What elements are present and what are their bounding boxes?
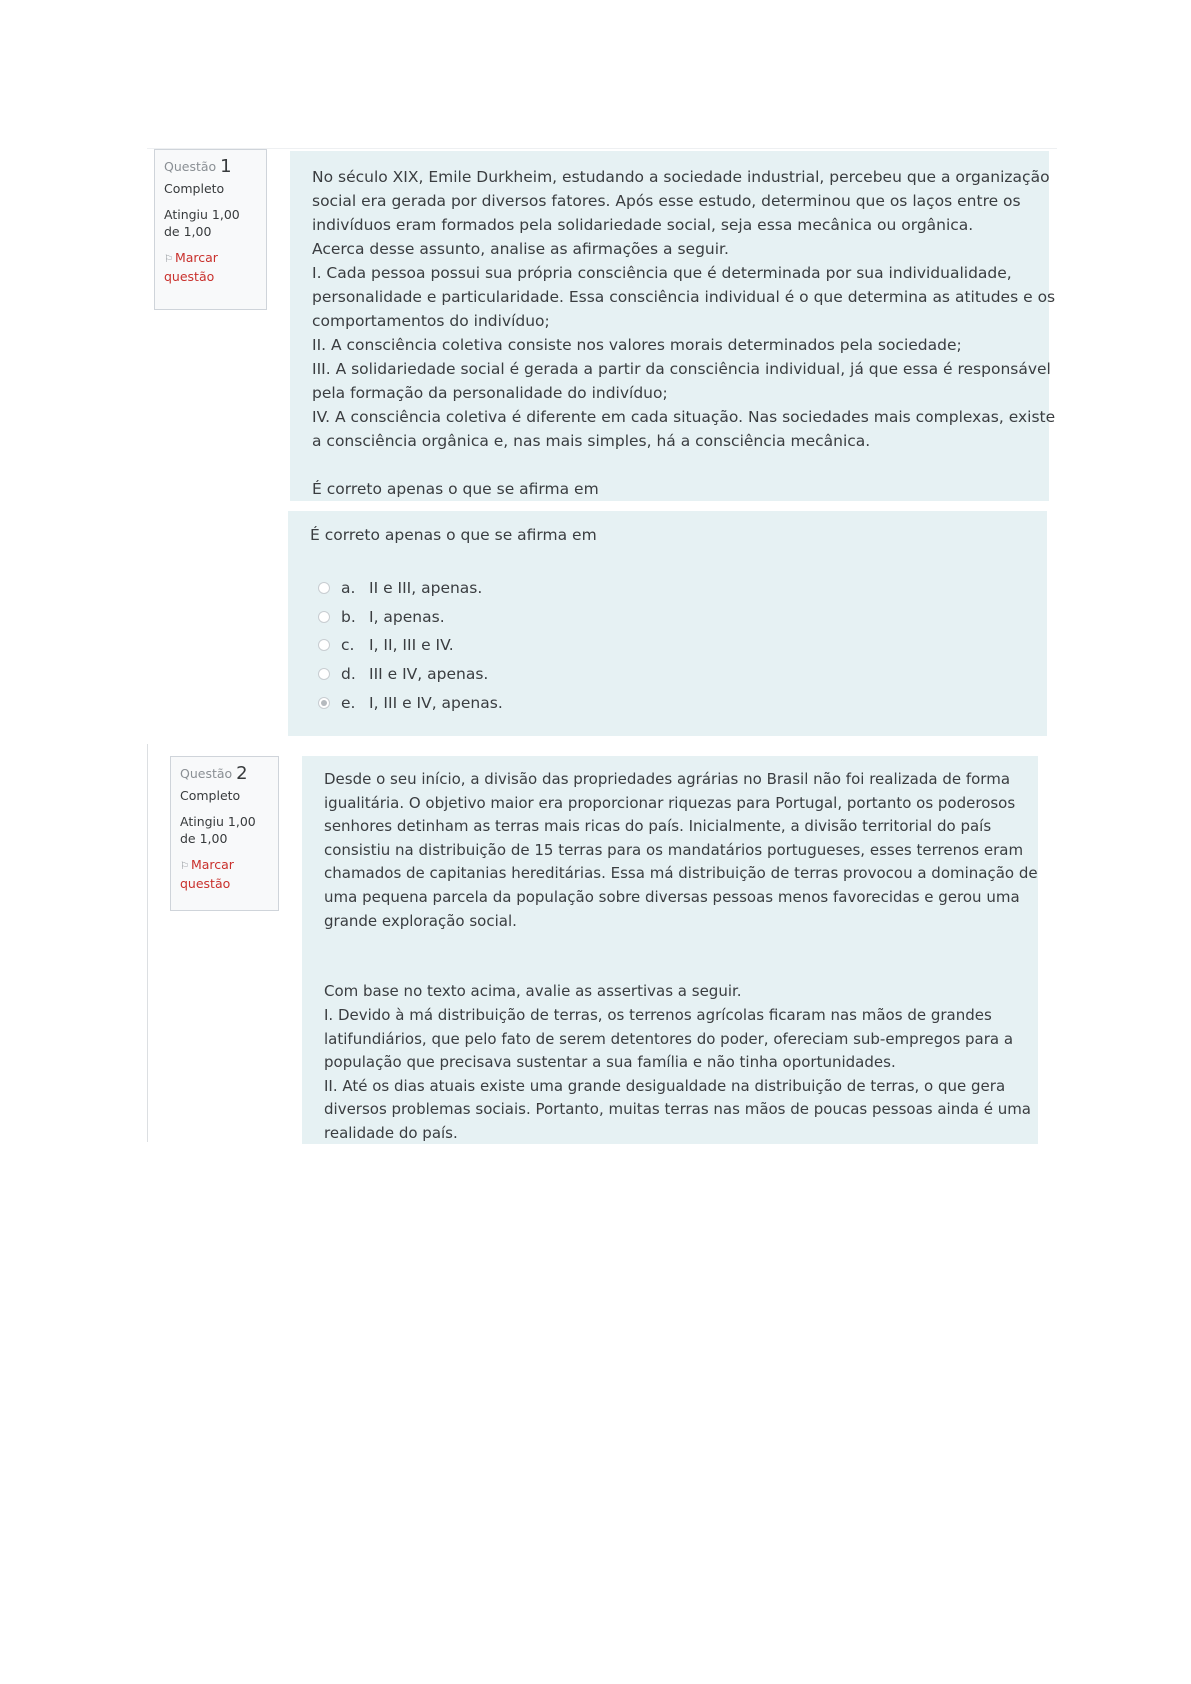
question-grade: Atingiu 1,00 de 1,00 xyxy=(180,814,256,846)
question-text-line: população que precisava sustentar a sua família e não tinha oportunidades. xyxy=(324,1053,896,1072)
question-text-line: social era gerada por diversos fatores. Após esse estudo, determinou que os laços entre os xyxy=(312,192,1021,210)
question-text-line: chamados de capitanias hereditárias. Essa má distribuição de terras provocou a dominação de xyxy=(324,864,1038,883)
question-2-left-border xyxy=(147,744,148,1142)
radio-button[interactable] xyxy=(318,639,330,651)
answer-option-e[interactable] xyxy=(310,688,1025,717)
question-grade: Atingiu 1,00 de 1,00 xyxy=(164,207,240,239)
question-1-info xyxy=(154,149,267,310)
question-label: Questão xyxy=(164,159,217,174)
option-text: III e IV, apenas. xyxy=(369,665,489,684)
question-text-line: II. A consciência coletiva consiste nos valores morais determinados pela sociedade; xyxy=(312,336,962,354)
option-letter: b. xyxy=(341,607,356,626)
flag-icon: ⚐ xyxy=(164,254,173,265)
radio-button[interactable] xyxy=(318,611,330,623)
question-number: 2 xyxy=(236,763,248,784)
radio-button[interactable] xyxy=(318,582,330,594)
flag-label: Marcar questão xyxy=(180,857,234,891)
option-letter: a. xyxy=(341,579,356,598)
question-1-text xyxy=(290,151,1056,501)
flag-icon: ⚐ xyxy=(180,861,189,872)
flag-label: Marcar questão xyxy=(164,250,218,284)
question-text-line: senhores detinham as terras mais ricas do país. Inicialmente, a divisão territorial do país xyxy=(324,817,992,836)
option-text: I, III e IV, apenas. xyxy=(369,693,503,712)
question-text-line: igualitária. O objetivo maior era proporcionar riquezas para Portugal, portanto os poderosos xyxy=(324,793,1016,812)
question-text-line: consistiu na distribuição de 15 terras para os mandatários portugueses, esses terrenos eram xyxy=(324,840,1024,859)
radio-button[interactable] xyxy=(318,668,330,680)
question-text-line: a consciência orgânica e, nas mais simples, há a consciência mecânica. xyxy=(312,432,871,450)
question-text-line: I. Cada pessoa possui sua própria consciência que é determinada por sua individualidade, xyxy=(312,264,1012,282)
answer-option-d[interactable] xyxy=(310,660,1025,689)
answer-option-b[interactable] xyxy=(310,603,1025,632)
question-text-line: personalidade e particularidade. Essa consciência individual é o que determina as atitudes e os xyxy=(312,288,1056,306)
question-text-line: indivíduos eram formados pela solidariedade social, seja essa mecânica ou orgânica. xyxy=(312,216,974,234)
question-text-line: uma pequena parcela da população sobre diversas pessoas menos favorecidas e gerou uma xyxy=(324,887,1020,906)
radio-button-selected[interactable] xyxy=(318,697,330,709)
option-letter: d. xyxy=(341,665,356,684)
question-text-line: realidade do país. xyxy=(324,1123,458,1142)
question-state: Completo xyxy=(180,788,241,803)
question-state: Completo xyxy=(164,181,225,196)
flag-question-link[interactable] xyxy=(180,856,270,892)
option-text: II e III, apenas. xyxy=(369,579,483,598)
option-letter: c. xyxy=(341,636,355,655)
question-text-line: Desde o seu início, a divisão das propriedades agrárias no Brasil não foi realizada de forma xyxy=(324,770,1011,788)
option-text: I, II, III e IV. xyxy=(369,636,454,655)
question-2-info xyxy=(170,756,279,911)
flag-question-link[interactable] xyxy=(164,249,258,285)
option-text: I, apenas. xyxy=(369,607,445,626)
question-closing-line: É correto apenas o que se afirma em xyxy=(312,480,599,498)
answer-prompt: É correto apenas o que se afirma em xyxy=(310,526,597,544)
question-text-line: I. Devido à má distribuição de terras, os terrenos agrícolas ficaram nas mãos de grandes xyxy=(324,1005,992,1024)
question-text-line: II. Até os dias atuais existe uma grande desigualdade na distribuição de terras, o que gera xyxy=(324,1076,1006,1095)
question-1-top-border xyxy=(147,148,1057,149)
question-label: Questão xyxy=(180,766,233,781)
question-text-line: diversos problemas sociais. Portanto, muitas terras nas mãos de poucas pessoas ainda é uma xyxy=(324,1100,1031,1119)
question-1-answer xyxy=(288,511,1047,736)
question-text-line: No século XIX, Emile Durkheim, estudando a sociedade industrial, percebeu que a organização xyxy=(312,168,1050,186)
question-2-text xyxy=(302,756,1038,1144)
question-number: 1 xyxy=(220,156,232,177)
option-letter: e. xyxy=(341,693,356,712)
question-text-line: III. A solidariedade social é gerada a partir da consciência individual, já que essa é responsável xyxy=(312,360,1051,378)
question-text-line: grande exploração social. xyxy=(324,911,517,930)
question-text-line: IV. A consciência coletiva é diferente em cada situação. Nas sociedades mais complexas, existe xyxy=(312,408,1056,426)
question-text-line: pela formação da personalidade do indivíduo; xyxy=(312,384,668,402)
question-text-line: Acerca desse assunto, analise as afirmações a seguir. xyxy=(312,240,729,258)
answer-option-c[interactable] xyxy=(310,631,1025,660)
question-text-line: latifundiários, que pelo fato de serem detentores do poder, ofereciam sub-empregos para a xyxy=(324,1029,1014,1048)
answer-option-a[interactable] xyxy=(310,574,1025,603)
question-text-line: Com base no texto acima, avalie as assertivas a seguir. xyxy=(324,982,742,1001)
question-text-line: comportamentos do indivíduo; xyxy=(312,312,550,330)
